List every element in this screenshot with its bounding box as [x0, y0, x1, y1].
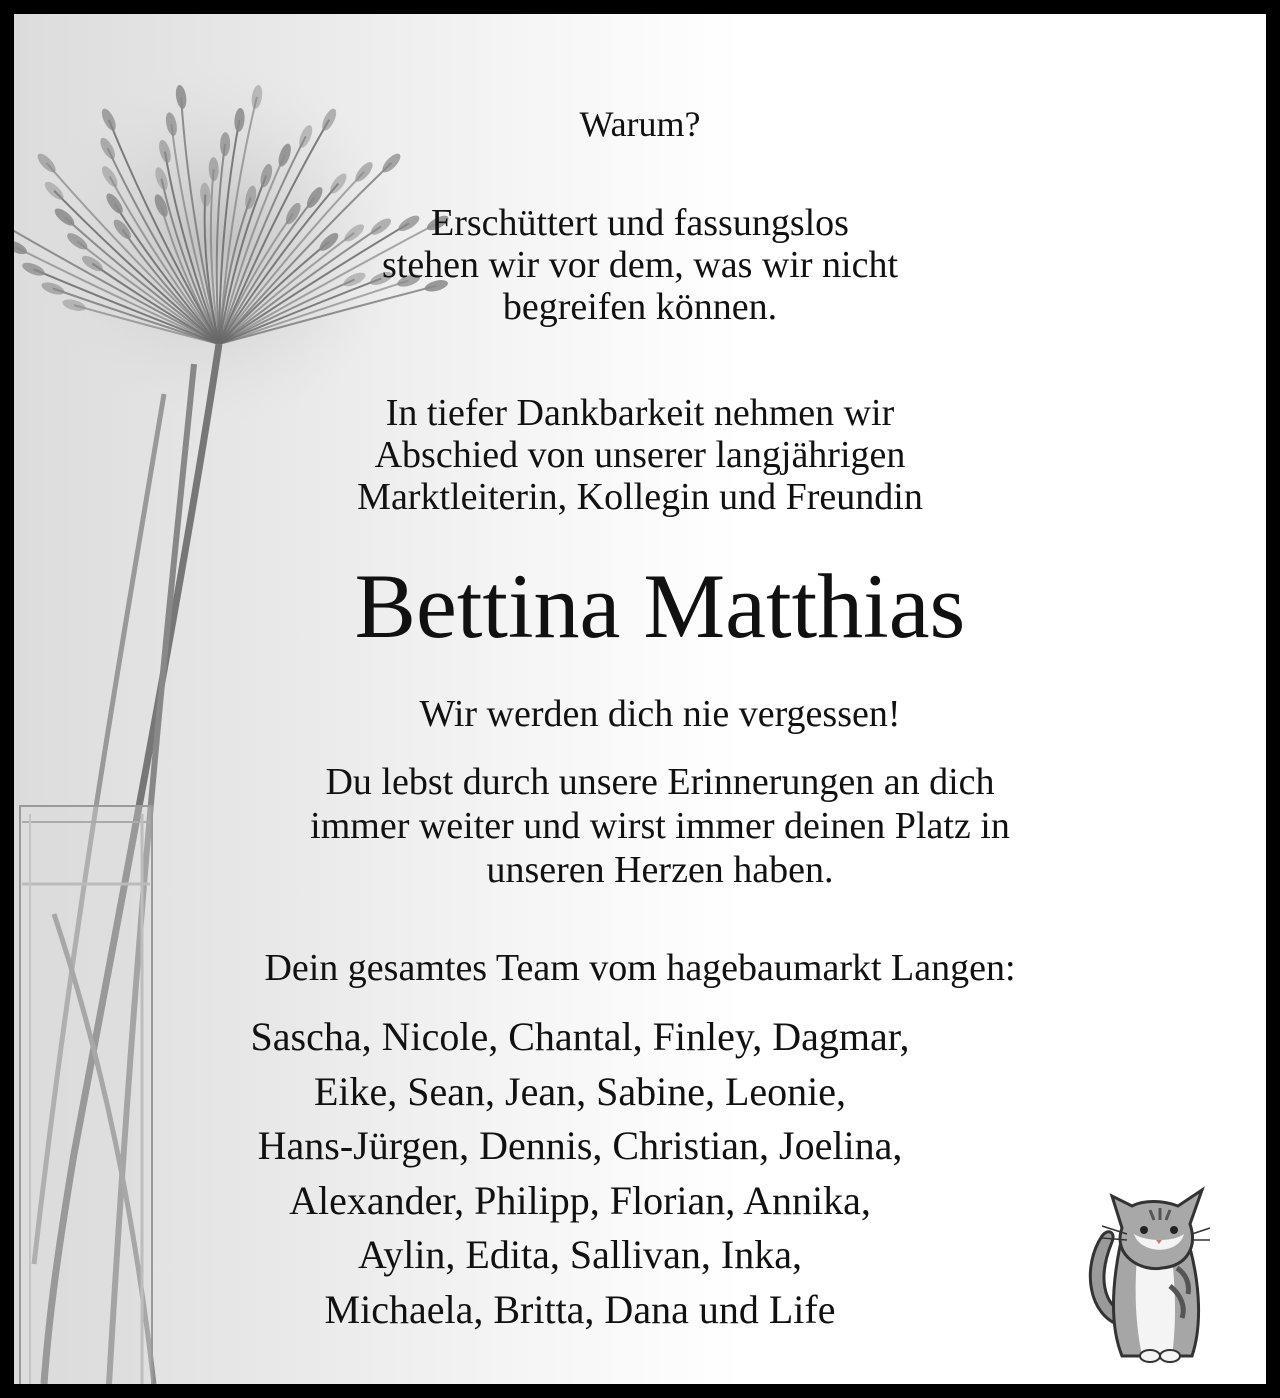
team-signature: Dein gesamtes Team vom hagebaumarkt Langen:: [264, 947, 1016, 989]
question-heading: Warum?: [579, 104, 701, 144]
cat-icon: [1082, 1176, 1212, 1366]
memories-paragraph: Du lebst durch unsere Erinnerungen an dich immer weiter und wirst immer deinen Platz in unseren Herzen haben.: [310, 761, 1010, 891]
deceased-name: Bettina Matthias: [354, 555, 966, 657]
shock-paragraph: Erschüttert und fassungslos stehen wir vor dem, was wir nicht begreifen können.: [381, 202, 899, 328]
farewell-paragraph: In tiefer Dankbarkeit nehmen wir Abschied von unserer langjährigen Marktleiterin, Kollegin und Freundin: [357, 392, 923, 518]
never-forget-line: Wir werden dich nie vergessen!: [419, 693, 901, 735]
team-names: Sascha, Nicole, Chantal, Finley, Dagmar, Eike, Sean, Jean, Sabine, Leonie, Hans-Jürgen, Dennis, Christian, Joelina, Alexander, Philipp, Florian, Annika, Aylin, Edita, Sallivan, Inka, Michaela, Britta, Dana und Life: [250, 1014, 910, 1332]
